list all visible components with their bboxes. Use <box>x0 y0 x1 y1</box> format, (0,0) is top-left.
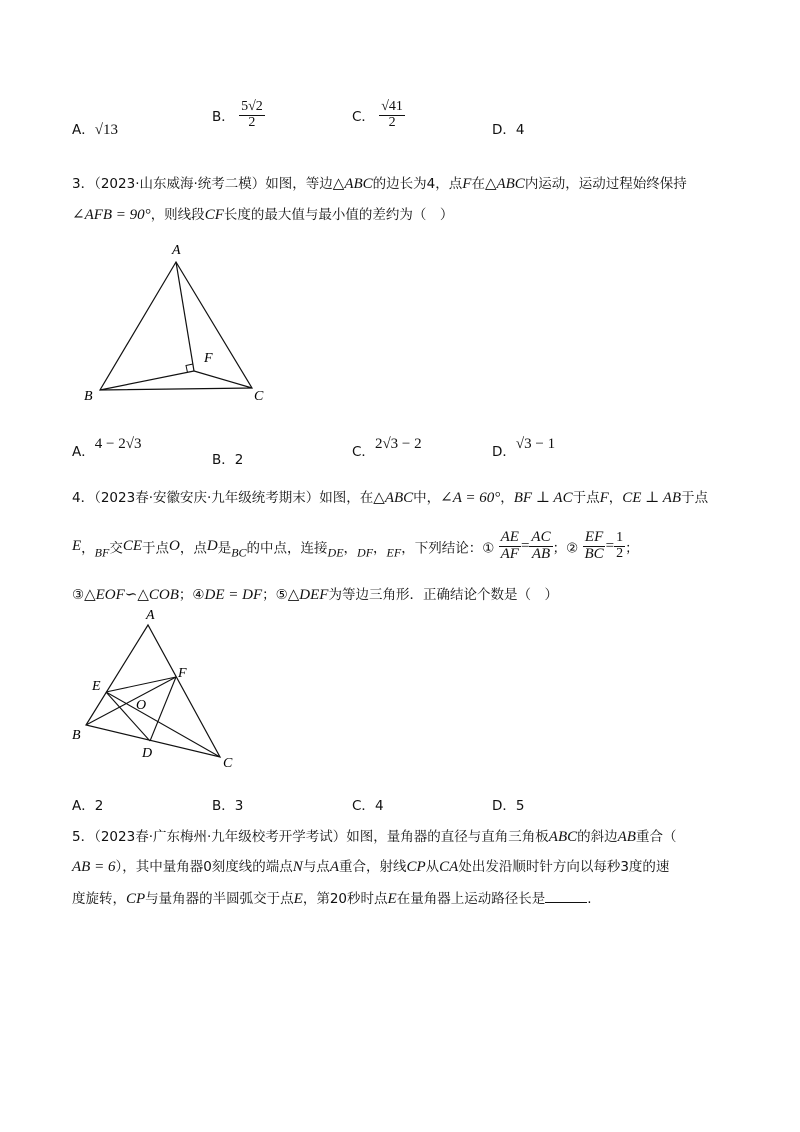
q2-option-c-fraction: $\frac{√41}{2}$ <box>381 99 403 130</box>
q4-label-o: O <box>136 698 147 713</box>
q3-segment-bf <box>100 371 194 390</box>
q4-segment-df <box>150 677 176 741</box>
q3-triangle-abc <box>100 262 252 390</box>
q4-c2-right: $\frac{1}{2}$ <box>616 530 624 561</box>
q4-c2-left: $\frac{EF}{BC}$ <box>584 529 604 562</box>
q3-label-b: B <box>84 389 93 404</box>
q2-option-c: C． $\frac{√41}{2}$ <box>352 99 403 130</box>
q4-label-d: D <box>142 746 153 761</box>
q4-triangle-abc <box>86 625 220 757</box>
q4-label-b: B <box>72 728 81 743</box>
q3-option-c: C．2√3 − 2 <box>352 436 422 460</box>
q4-c1-right: $\frac{AC}{AB}$ <box>531 529 551 562</box>
q4-c1-left: $\frac{AE}{AF}$ <box>500 529 519 562</box>
q4-segment-ef <box>106 677 176 692</box>
q3-option-b: B．2 <box>212 452 244 468</box>
q5-line-3: 度旋转，CP与量角器的半圆弧交于点E，第20秒时点E在量角器上运动路径长是 . <box>72 891 592 907</box>
q2-option-b: B． $\frac{5√2}{2}$ <box>212 99 263 130</box>
q2-option-a-value: √13 <box>94 122 118 138</box>
q4-option-a: A．2 <box>72 798 104 814</box>
q4-label-c: C <box>223 756 233 771</box>
q3-option-d: D．√3 − 1 <box>492 436 556 460</box>
q3-line-1: 3．（2023·山东威海·统考二模）如图，等边△ABC的边长为4，点F在△ABC内运动，运动过程始终保持 <box>72 176 687 192</box>
q3-label-f: F <box>204 351 213 366</box>
q4-line-2: E，BF交CE于点O，点D是BC的中点，连接DE，DF，EF，下列结论：① $\frac{AE}{AF}$ = $\frac{AC}{AB}$ ；② $\frac{EF}{BC}$ = $\frac{1}{2}$ ； <box>72 529 639 562</box>
q5-line-2: AB = 6），其中量角器0刻度线的端点N与点A重合，射线CP从CA处出发沿顺时针方向以每秒3度的速 <box>72 859 670 875</box>
q5-answer-blank[interactable] <box>545 890 587 903</box>
q4-option-d: D．5 <box>492 798 525 814</box>
q3-label-a: A <box>172 243 181 258</box>
q4-figure <box>70 605 250 780</box>
q4-source: （2023春·安徽安庆·九年级统考期末） <box>94 490 320 506</box>
q3-line-2: ∠AFB = 90°，则线段CF长度的最大值与最小值的差约为（ ） <box>72 207 454 223</box>
q2-option-d: D．4 <box>492 122 525 138</box>
q4-label-f: F <box>178 666 187 681</box>
q2-option-a: A．√13 <box>72 122 118 138</box>
q4-option-b: B．3 <box>212 798 244 814</box>
q3-source: （2023·山东威海·统考二模） <box>94 176 266 192</box>
q4-line-1: 4．（2023春·安徽安庆·九年级统考期末）如图，在△ABC中，∠A = 60°，BF ⊥ AC于点F，CE ⊥ AB于点 <box>72 490 709 506</box>
q3-label-c: C <box>254 389 264 404</box>
q4-line-3: ③△EOF∽△COB；④DE = DF；⑤△DEF为等边三角形．正确结论个数是（ ） <box>72 587 558 603</box>
q3-option-a: A．4 − 2√3 <box>72 436 142 460</box>
q4-label-a: A <box>146 608 155 623</box>
q2-option-b-fraction: $\frac{5√2}{2}$ <box>241 99 263 130</box>
q4-option-c: C．4 <box>352 798 384 814</box>
q5-line-1: 5．（2023春·广东梅州·九年级校考开学考试）如图，量角器的直径与直角三角板ABC的斜边AB重合（ <box>72 829 677 845</box>
q4-label-e: E <box>92 679 101 694</box>
q3-figure <box>80 238 280 408</box>
q3-segment-af <box>176 262 194 371</box>
q5-source: （2023春·广东梅州·九年级校考开学考试） <box>94 829 347 845</box>
